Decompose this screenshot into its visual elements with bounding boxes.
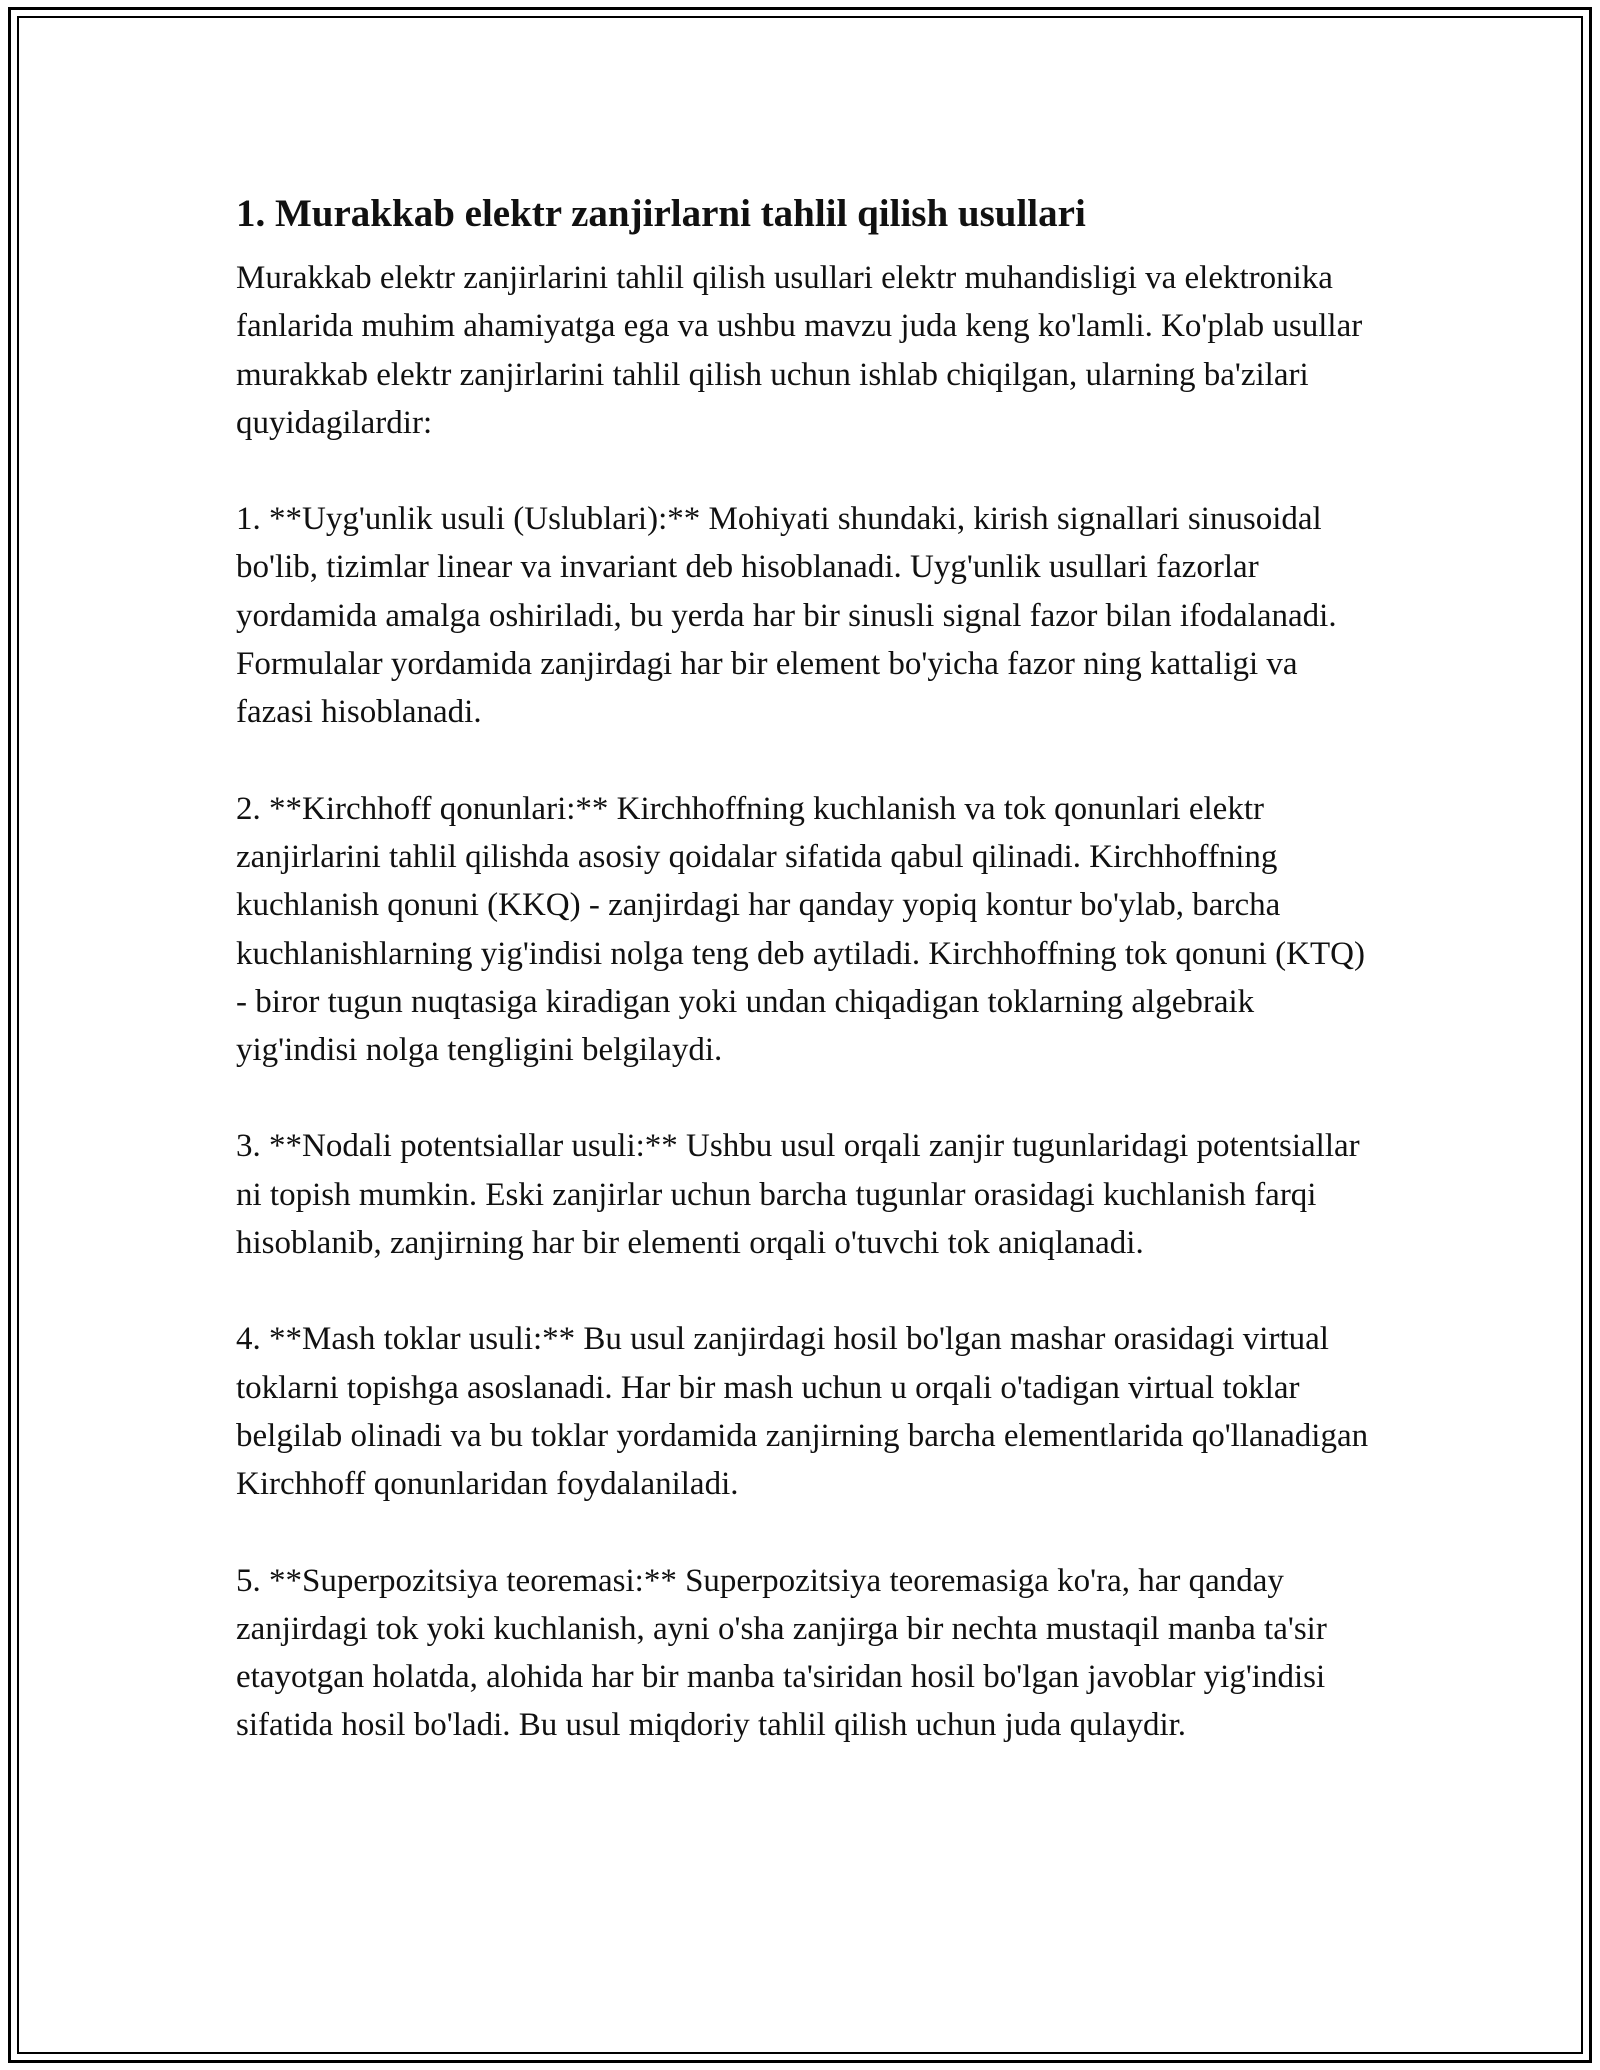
method-paragraph-3: 3. **Nodali potentsiallar usuli:** Ushbu usul orqali zanjir tugunlaridagi potentsiallar ni topish mumkin. Eski zanjirlar uchun barcha tugunlar orasidagi kuchlanish farqi hisoblanib, zanjirning har bir elementi orqali o'tuvchi tok aniqlanadi.	[236, 1128, 1360, 1262]
document-body	[236, 186, 1376, 1798]
method-paragraph-1: 1. **Uyg'unlik usuli (Uslublari):** Mohiyati shundaki, kirish signallari sinusoidal bo'lib, tizimlar linear va invariant deb hisoblanadi. Uyg'unlik usullari fazorlar yordamida amalga oshiriladi, bu yerda har bir sinusli signal fazor bilan ifodalanadi. Formulalar yordamida zanjirdagi har bir element bo'yicha fazor ning kattaligi va fazasi hisoblanadi.	[236, 501, 1337, 731]
method-paragraph-4: 4. **Mash toklar usuli:** Bu usul zanjirdagi hosil bo'lgan mashar orasidagi virtual toklarni topishga asoslanadi. Har bir mash uchun u orqali o'tadigan virtual toklar belgilab olinadi va bu toklar yordamida zanjirning barcha elementlarida qo'llanadigan Kirchhoff qonunlaridan foydalaniladi.	[236, 1321, 1369, 1503]
method-paragraph-2: 2. **Kirchhoff qonunlari:** Kirchhoffning kuchlanish va tok qonunlari elektr zanjirlarini tahlil qilishda asosiy qoidalar sifatida qabul qilinadi. Kirchhoffning kuchlanish qonuni (KKQ) - zanjirdagi har qanday yopiq kontur bo'ylab, barcha kuchlanishlarning yig'indisi nolga teng deb aytiladi. Kirchhoffning tok qonuni (KTQ) - biror tugun nuqtasiga kiradigan yoki undan chiqadigan toklarning algebraik yig'indisi nolga tengligini belgilaydi.	[236, 790, 1365, 1069]
method-paragraph-5: 5. **Superpozitsiya teoremasi:** Superpozitsiya teoremasiga ko'ra, har qanday zanjirdagi tok yoki kuchlanish, ayni o'sha zanjirga bir nechta mustaqil manba ta'sir etayotgan holatda, alohida har bir manba ta'siridan hosil bo'lgan javoblar yig'indisi sifatida hosil bo'ladi. Bu usul miqdoriy tahlil qilish uchun juda qulaydir.	[236, 1562, 1327, 1744]
document-title: 1. Murakkab elektr zanjirlarni tahlil qilish usullari	[236, 192, 1086, 235]
intro-paragraph: Murakkab elektr zanjirlarini tahlil qilish usullari elektr muhandisligi va elektronika fanlarida muhim ahamiyatga ega va ushbu mavzu juda keng ko'lamli. Ko'plab usullar murakkab elektr zanjirlarini tahlil qilish uchun ishlab chiqilgan, ularning ba'zilari quyidagilardir:	[236, 260, 1363, 441]
